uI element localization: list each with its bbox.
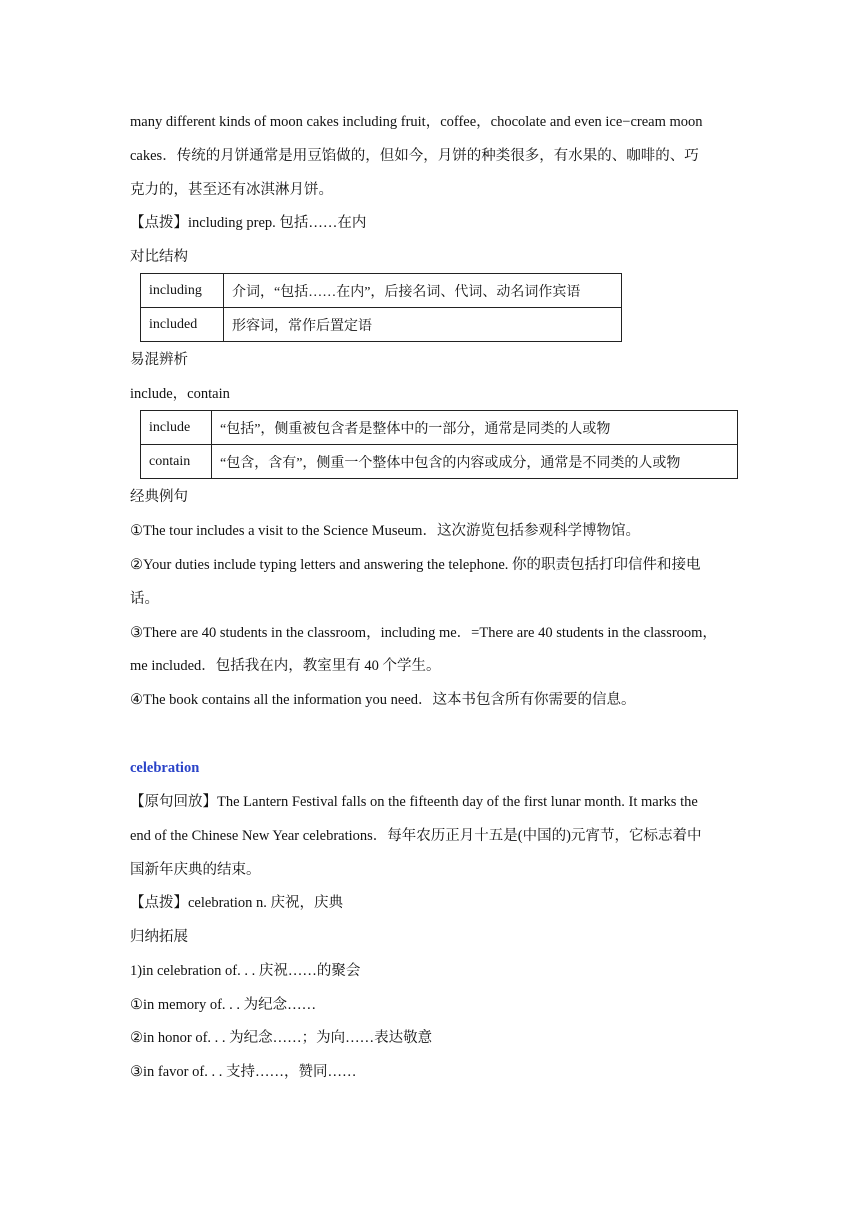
table-cell-term: including <box>141 274 224 308</box>
example-3-line-1: ③There are 40 students in the classroom，including me．=There are 40 students in the classroom， <box>130 625 717 641</box>
celebration-heading: celebration <box>130 760 200 776</box>
table-row <box>141 411 738 445</box>
example-3-line-2: me included．包括我在内，教室里有 40 个学生。 <box>130 658 441 674</box>
table-row <box>141 445 738 479</box>
example-2-line-1: ②Your duties include typing letters and answering the telephone. 你的职责包括打印信件和接电 <box>130 557 701 573</box>
compare-table <box>140 273 622 342</box>
pair-label: include，contain <box>130 386 230 402</box>
intro-line-1: many different kinds of moon cakes including fruit，coffee，chocolate and even ice−cream moon <box>130 114 703 130</box>
table-cell-term: contain <box>141 445 212 479</box>
table-row <box>141 274 622 308</box>
table-cell-term: include <box>141 411 212 445</box>
expand-item-1: 1)in celebration of. . . 庆祝……的聚会 <box>130 963 361 979</box>
celebration-tip: 【点拨】celebration n. 庆祝，庆典 <box>130 895 344 911</box>
original-line-1: 【原句回放】The Lantern Festival falls on the fifteenth day of the first lunar month. It marks the <box>130 794 698 810</box>
table-cell-desc: 形容词，常作后置定语 <box>224 308 622 342</box>
expand-item-4: ③in favor of. . . 支持……，赞同…… <box>130 1064 357 1080</box>
table-cell-term: included <box>141 308 224 342</box>
original-line-2: end of the Chinese New Year celebrations．每年农历正月十五是(中国的)元宵节，它标志着中 <box>130 828 702 844</box>
confusion-table <box>140 410 738 479</box>
intro-line-2: cakes．传统的月饼通常是用豆馅做的，但如今，月饼的种类很多，有水果的、咖啡的、巧 <box>130 148 699 164</box>
table-cell-desc: “包含，含有”，侧重一个整体中包含的内容或成分，通常是不同类的人或物 <box>212 445 738 479</box>
table-cell-desc: “包括”，侧重被包含者是整体中的一部分，通常是同类的人或物 <box>212 411 738 445</box>
expand-heading: 归纳拓展 <box>130 929 188 945</box>
example-4: ④The book contains all the information you need．这本书包含所有你需要的信息。 <box>130 692 636 708</box>
intro-line-3: 克力的，甚至还有冰淇淋月饼。 <box>130 182 333 198</box>
expand-item-2: ①in memory of. . . 为纪念…… <box>130 997 317 1013</box>
example-2-line-2: 话。 <box>130 591 159 607</box>
including-tip: 【点拨】including prep. 包括……在内 <box>130 215 367 231</box>
table-row <box>141 308 622 342</box>
examples-heading: 经典例句 <box>130 489 188 505</box>
compare-heading: 对比结构 <box>130 249 188 265</box>
original-line-3: 国新年庆典的结束。 <box>130 862 261 878</box>
table-cell-desc: 介词，“包括……在内”，后接名词、代词、动名词作宾语 <box>224 274 622 308</box>
expand-item-3: ②in honor of. . . 为纪念……；为向……表达敬意 <box>130 1030 433 1046</box>
confusion-heading: 易混辨析 <box>130 352 188 368</box>
example-1: ①The tour includes a visit to the Science Museum．这次游览包括参观科学博物馆。 <box>130 523 640 539</box>
